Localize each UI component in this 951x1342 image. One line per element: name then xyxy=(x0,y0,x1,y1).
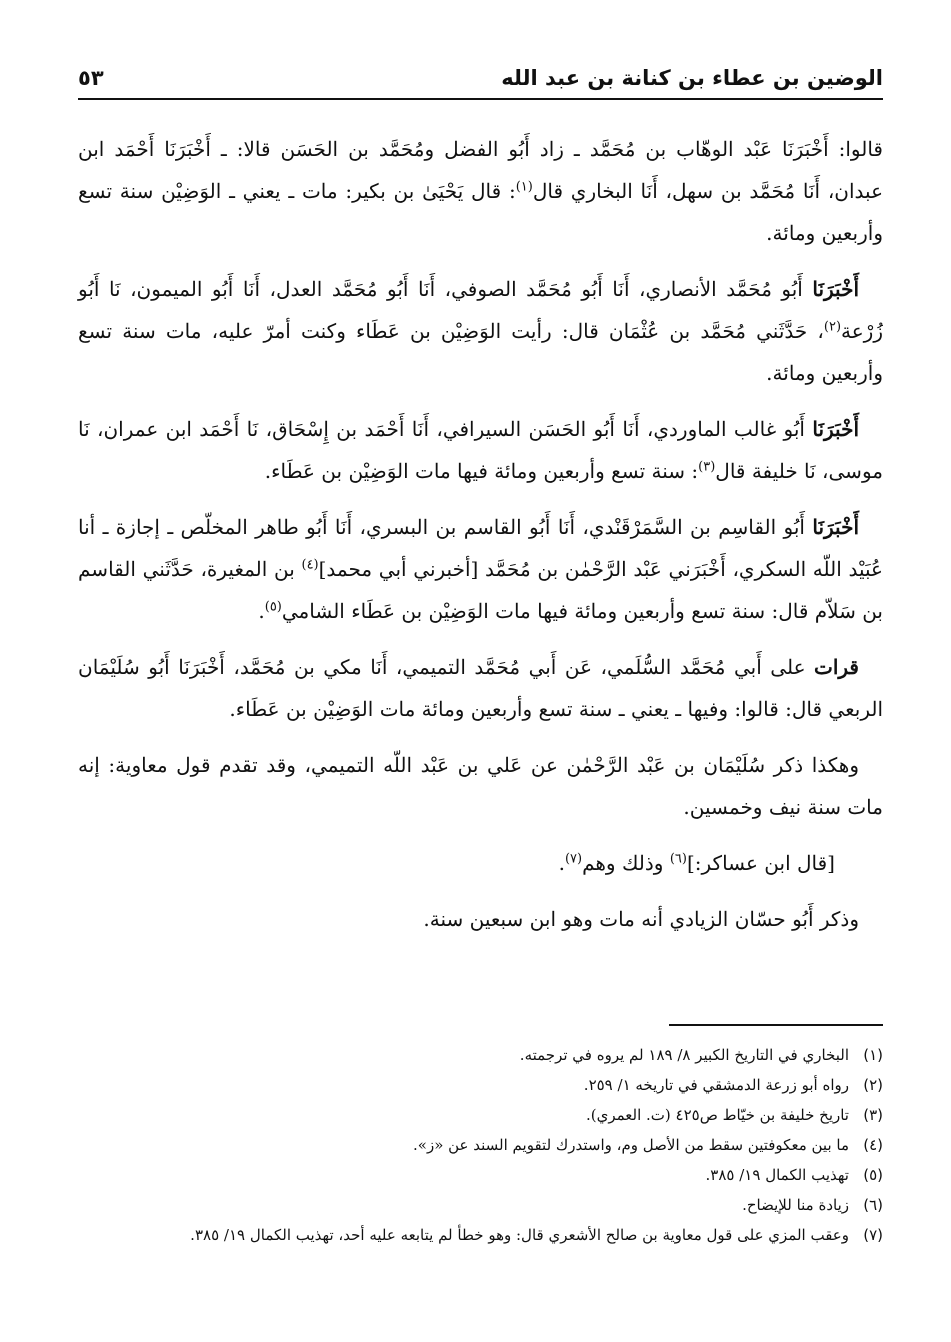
paragraph xyxy=(78,646,883,730)
footnote xyxy=(78,1070,883,1100)
paragraph xyxy=(78,744,883,828)
paragraph xyxy=(78,128,883,254)
footnote xyxy=(78,1220,883,1250)
footnotes xyxy=(78,1040,883,1250)
footnote-ref: (٦) xyxy=(669,851,687,867)
footnote-ref: (٤) xyxy=(301,557,319,573)
footnote-number: (٧) xyxy=(863,1226,883,1244)
paragraph-lead: قرات xyxy=(814,655,859,679)
paragraph-text: ، حَدَّثَني مُحَمَّد بن عُثْمَان قال: رأيت الوَضِيْن بن عَطَاء وكنت أمرّ عليه، مات سنة تسع وأربعين ومائة. xyxy=(78,319,883,385)
paragraph-lead: أَخْبَرَنَا xyxy=(812,515,859,539)
footnote-ref: (١) xyxy=(515,179,533,195)
footnote-ref: (٣) xyxy=(698,459,716,475)
paragraph-text: على أَبي مُحَمَّد السُّلَمي، عَن أَبي مُحَمَّد التميمي، أَنَا مكي بن مُحَمَّد، أَخْبَرَنَا أَبُو سُلَيْمَان الربعي قال: قالوا: وفيها ـ يعني ـ سنة تسع وأربعين ومائة مات الوَضِيْن بن عَطَاء. xyxy=(78,655,883,721)
paragraph-text: قالوا: أَخْبَرَنَا عَبْد الوهّاب بن مُحَمَّد ـ زاد أَبُو الفضل ومُحَمَّد بن الحَسَن قالا: ـ أَخْبَرَنَا أَحْمَد ابن عبدان، أَنَا مُحَمَّد بن سهل، أَنَا البخاري قال xyxy=(78,137,883,203)
paragraph-text: . xyxy=(258,599,265,623)
paragraph-text: : قال يَحْيَىٰ بن بكير: مات ـ يعني ـ الوَضِيْن سنة تسع وأربعين ومائة. xyxy=(78,179,883,245)
paragraph-lead: أَخْبَرَنَا xyxy=(812,417,859,441)
paragraph-text: وذلك وهم xyxy=(582,851,670,875)
footnote-number: (٢) xyxy=(863,1076,883,1094)
footnote-divider xyxy=(669,1024,883,1026)
footnote xyxy=(78,1100,883,1130)
page-number: ٥٣ xyxy=(78,66,104,90)
footnote xyxy=(78,1040,883,1070)
running-title: الوضين بن عطاء بن كنانة بن عبد الله xyxy=(501,66,883,90)
paragraph xyxy=(78,268,883,394)
footnote-text: ما بين معكوفتين سقط من الأصل وم، واستدرك لتقويم السند عن «ز». xyxy=(413,1136,849,1154)
paragraph-lead: أَخْبَرَنَا xyxy=(812,277,859,301)
paragraph-text: . xyxy=(558,851,565,875)
footnote-number: (٥) xyxy=(863,1166,883,1184)
footnote-ref: (٢) xyxy=(823,319,842,335)
footnote-text: تهذيب الكمال ١٩/ ٣٨٥. xyxy=(705,1166,849,1184)
paragraph-text: أَبُو غالب الماوردي، أَنَا أَبُو الحَسَن السيرافي، أَنَا أَحْمَد بن إِسْحَاق، نَا أَحْمَد ابن عمران، نَا موسى، نَا خليفة قال xyxy=(78,417,883,483)
footnote-number: (٣) xyxy=(863,1106,883,1124)
footnote-text: زيادة منا للإيضاح. xyxy=(742,1196,849,1214)
footnote-number: (٤) xyxy=(863,1136,883,1154)
paragraph-text: : سنة تسع وأربعين ومائة فيها مات الوَضِيْن بن عَطَاء. xyxy=(264,459,699,483)
footnote-ref: (٥) xyxy=(264,599,282,615)
footnote-text: وعقب المزي على قول معاوية بن صالح الأشعري قال: وهو خطأ لم يتابعه عليه أحد، تهذيب الكمال ١٩/ ٣٨٥. xyxy=(190,1226,849,1244)
paragraph xyxy=(78,842,883,884)
footnote xyxy=(78,1190,883,1220)
footnote-ref: (٧) xyxy=(564,851,583,867)
paragraph-text: أَبُو القاسِم بن السَّمَرْقَنْدي، أَنَا أَبُو القاسم بن البسري، أَنَا أَبُو طاهر المخلّص ـ إجازة ـ أنا عُبَيْد اللّه السكري، أَخْبَرَني عَبْد الرَّحْمٰن بن مُحَمَّد [أخبرني أبي محمد] xyxy=(78,515,883,581)
paragraph xyxy=(78,898,883,940)
paragraph xyxy=(78,506,883,632)
page-header xyxy=(78,58,883,100)
paragraph-text: بن المغيرة، حَدَّثَني القاسم بن سَلاّم قال: سنة تسع وأربعين ومائة فيها مات الوَضِيْن بن عَطَاء الشامي xyxy=(78,557,883,623)
paragraph-text: [قال ابن عساكر:] xyxy=(686,851,835,875)
footnote-number: (٦) xyxy=(863,1196,883,1214)
footnote-text: رواه أبو زرعة الدمشقي في تاريخه ١/ ٢٥٩. xyxy=(583,1076,849,1094)
footnote xyxy=(78,1160,883,1190)
paragraph-text: أَبُو مُحَمَّد الأنصاري، أَنَا أَبُو مُحَمَّد الصوفي، أَنَا أَبُو مُحَمَّد العدل، أَنَا أَبُو الميمون، نَا أَبُو زُرْعة xyxy=(78,277,883,343)
paragraph xyxy=(78,408,883,492)
paragraph-text: وذكر أَبُو حسّان الزيادي أنه مات وهو ابن سبعين سنة. xyxy=(423,907,859,931)
main-text xyxy=(78,128,883,954)
footnote xyxy=(78,1130,883,1160)
footnote-text: البخاري في التاريخ الكبير ٨/ ١٨٩ لم يروه في ترجمته. xyxy=(519,1046,849,1064)
footnote-text: تاريخ خليفة بن خيّاط ص٤٢٥ (ت. العمري). xyxy=(585,1106,849,1124)
paragraph-text: وهكذا ذكر سُلَيْمَان بن عَبْد الرَّحْمٰن عن عَلي بن عَبْد اللّه التميمي، وقد تقدم قول معاوية: إنه مات سنة نيف وخمسين. xyxy=(78,753,883,819)
footnote-number: (١) xyxy=(863,1046,883,1064)
